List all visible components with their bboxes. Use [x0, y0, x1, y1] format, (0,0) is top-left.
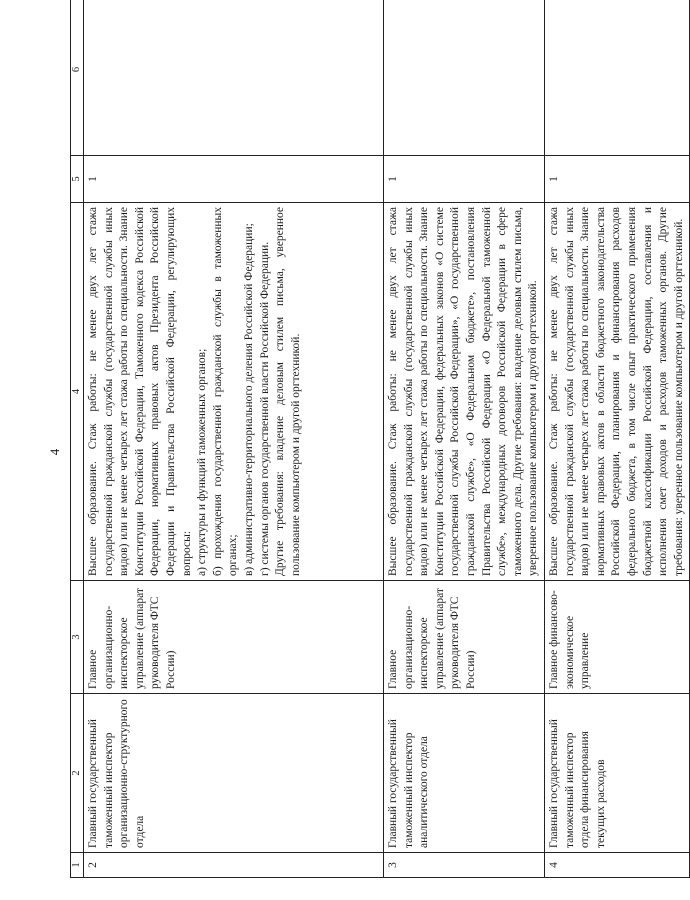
row-number: 2	[84, 853, 384, 878]
positions-table	[70, 0, 690, 878]
department-name: Главное организационно-инспекторское управление (аппарат руководителя ФТС России)	[84, 581, 384, 694]
position-title: Главный государственный таможенный инспектор отдела финансирования текущих расходов	[544, 694, 689, 853]
qualification-requirements	[84, 203, 384, 581]
column-number: 3	[71, 581, 84, 694]
table-row	[384, 0, 545, 878]
requirement-item: а) структуры и функций таможенных органов;	[196, 348, 209, 576]
column-number: 2	[71, 694, 84, 853]
notes-cell	[84, 0, 384, 156]
row-number: 4	[544, 853, 689, 878]
column-number-row	[71, 0, 84, 878]
rotated-page	[40, 26, 685, 878]
qualification-requirements	[384, 203, 545, 581]
qualification-requirements	[544, 203, 689, 581]
vacancy-count: 1	[84, 156, 384, 203]
table-row	[544, 0, 689, 878]
column-number: 1	[71, 853, 84, 878]
column-number: 4	[71, 203, 84, 581]
page-number: 4	[47, 448, 62, 456]
column-number: 5	[71, 156, 84, 203]
notes-cell	[384, 0, 545, 156]
vacancy-count: 1	[384, 156, 545, 203]
position-title: Главный государственный таможенный инспектор организационно-структурного отдела	[84, 694, 384, 853]
requirement-item: в) административно-территориального деления Российской Федерации;	[242, 223, 255, 576]
row-number: 3	[384, 853, 545, 878]
department-name: Главное организационно-инспекторское управление (аппарат руководителя ФТС России)	[384, 581, 545, 694]
requirement-text: Высшее образование. Стаж работы: не менее двух лет стажа государственной гражданской службы (государственной службы иных видов) или не менее четырех лет стажа работы по специальности. Знание Конституции Российской Федерации, Таможенного кодекса Российской Федерации, нормативных правовых актов Президента Российской Федерации и Правительства Российской Федерации, регулирующих вопросы:	[87, 207, 193, 576]
position-title: Главный государственный таможенный инспектор аналитического отдела	[384, 694, 545, 853]
requirement-other: Другие требования: владение деловым стилем письма, уверенное пользование компьютером и другой оргтехникой.	[274, 207, 302, 576]
notes-cell	[544, 0, 689, 156]
department-name: Главное финансово-экономическое управление	[544, 581, 689, 694]
column-number: 6	[71, 0, 84, 156]
requirement-item: г) системы органов государственной власти Российской Федерации.	[258, 241, 271, 576]
table-row	[84, 0, 384, 878]
requirement-item: б) прохождения государственной гражданской службы в таможенных органах;	[211, 207, 240, 576]
requirement-text: Высшее образование. Стаж работы: не менее двух лет стажа государственной гражданской службы (государственной службы иных видов) или не менее четырех лет стажа работы по специальности. Знание Конституции Российской Федерации, федеральных законов «О системе государственной службы Российской Федерации», «О государственной гражданской службе», «О Федеральном бюджете», постановления Правительства Российской Федерации «О Федеральной таможенной службе», международных договоров Российской Федерации в сфере таможенного дела. Другие требования: владение деловым стилем письма, уверенное пользование компьютером и другой оргтехникой.	[387, 207, 540, 576]
vacancy-count: 1	[544, 156, 689, 203]
requirement-text: Высшее образование. Стаж работы: не менее двух лет стажа государственной гражданской службы (государственной службы иных видов) или не менее четырех лет стажа работы по специальности. Знание нормативных правовых актов в области бюджетного законодательства Российской Федерации, планирования и финансирования расходов федерального бюджета, в том числе опыт практического применения бюджетной классификации Российской Федерации, составления и исполнения смет доходов и расходов таможенных органов. Другие требования: уверенное пользование компьютером и другой оргтехникой.	[547, 207, 685, 576]
